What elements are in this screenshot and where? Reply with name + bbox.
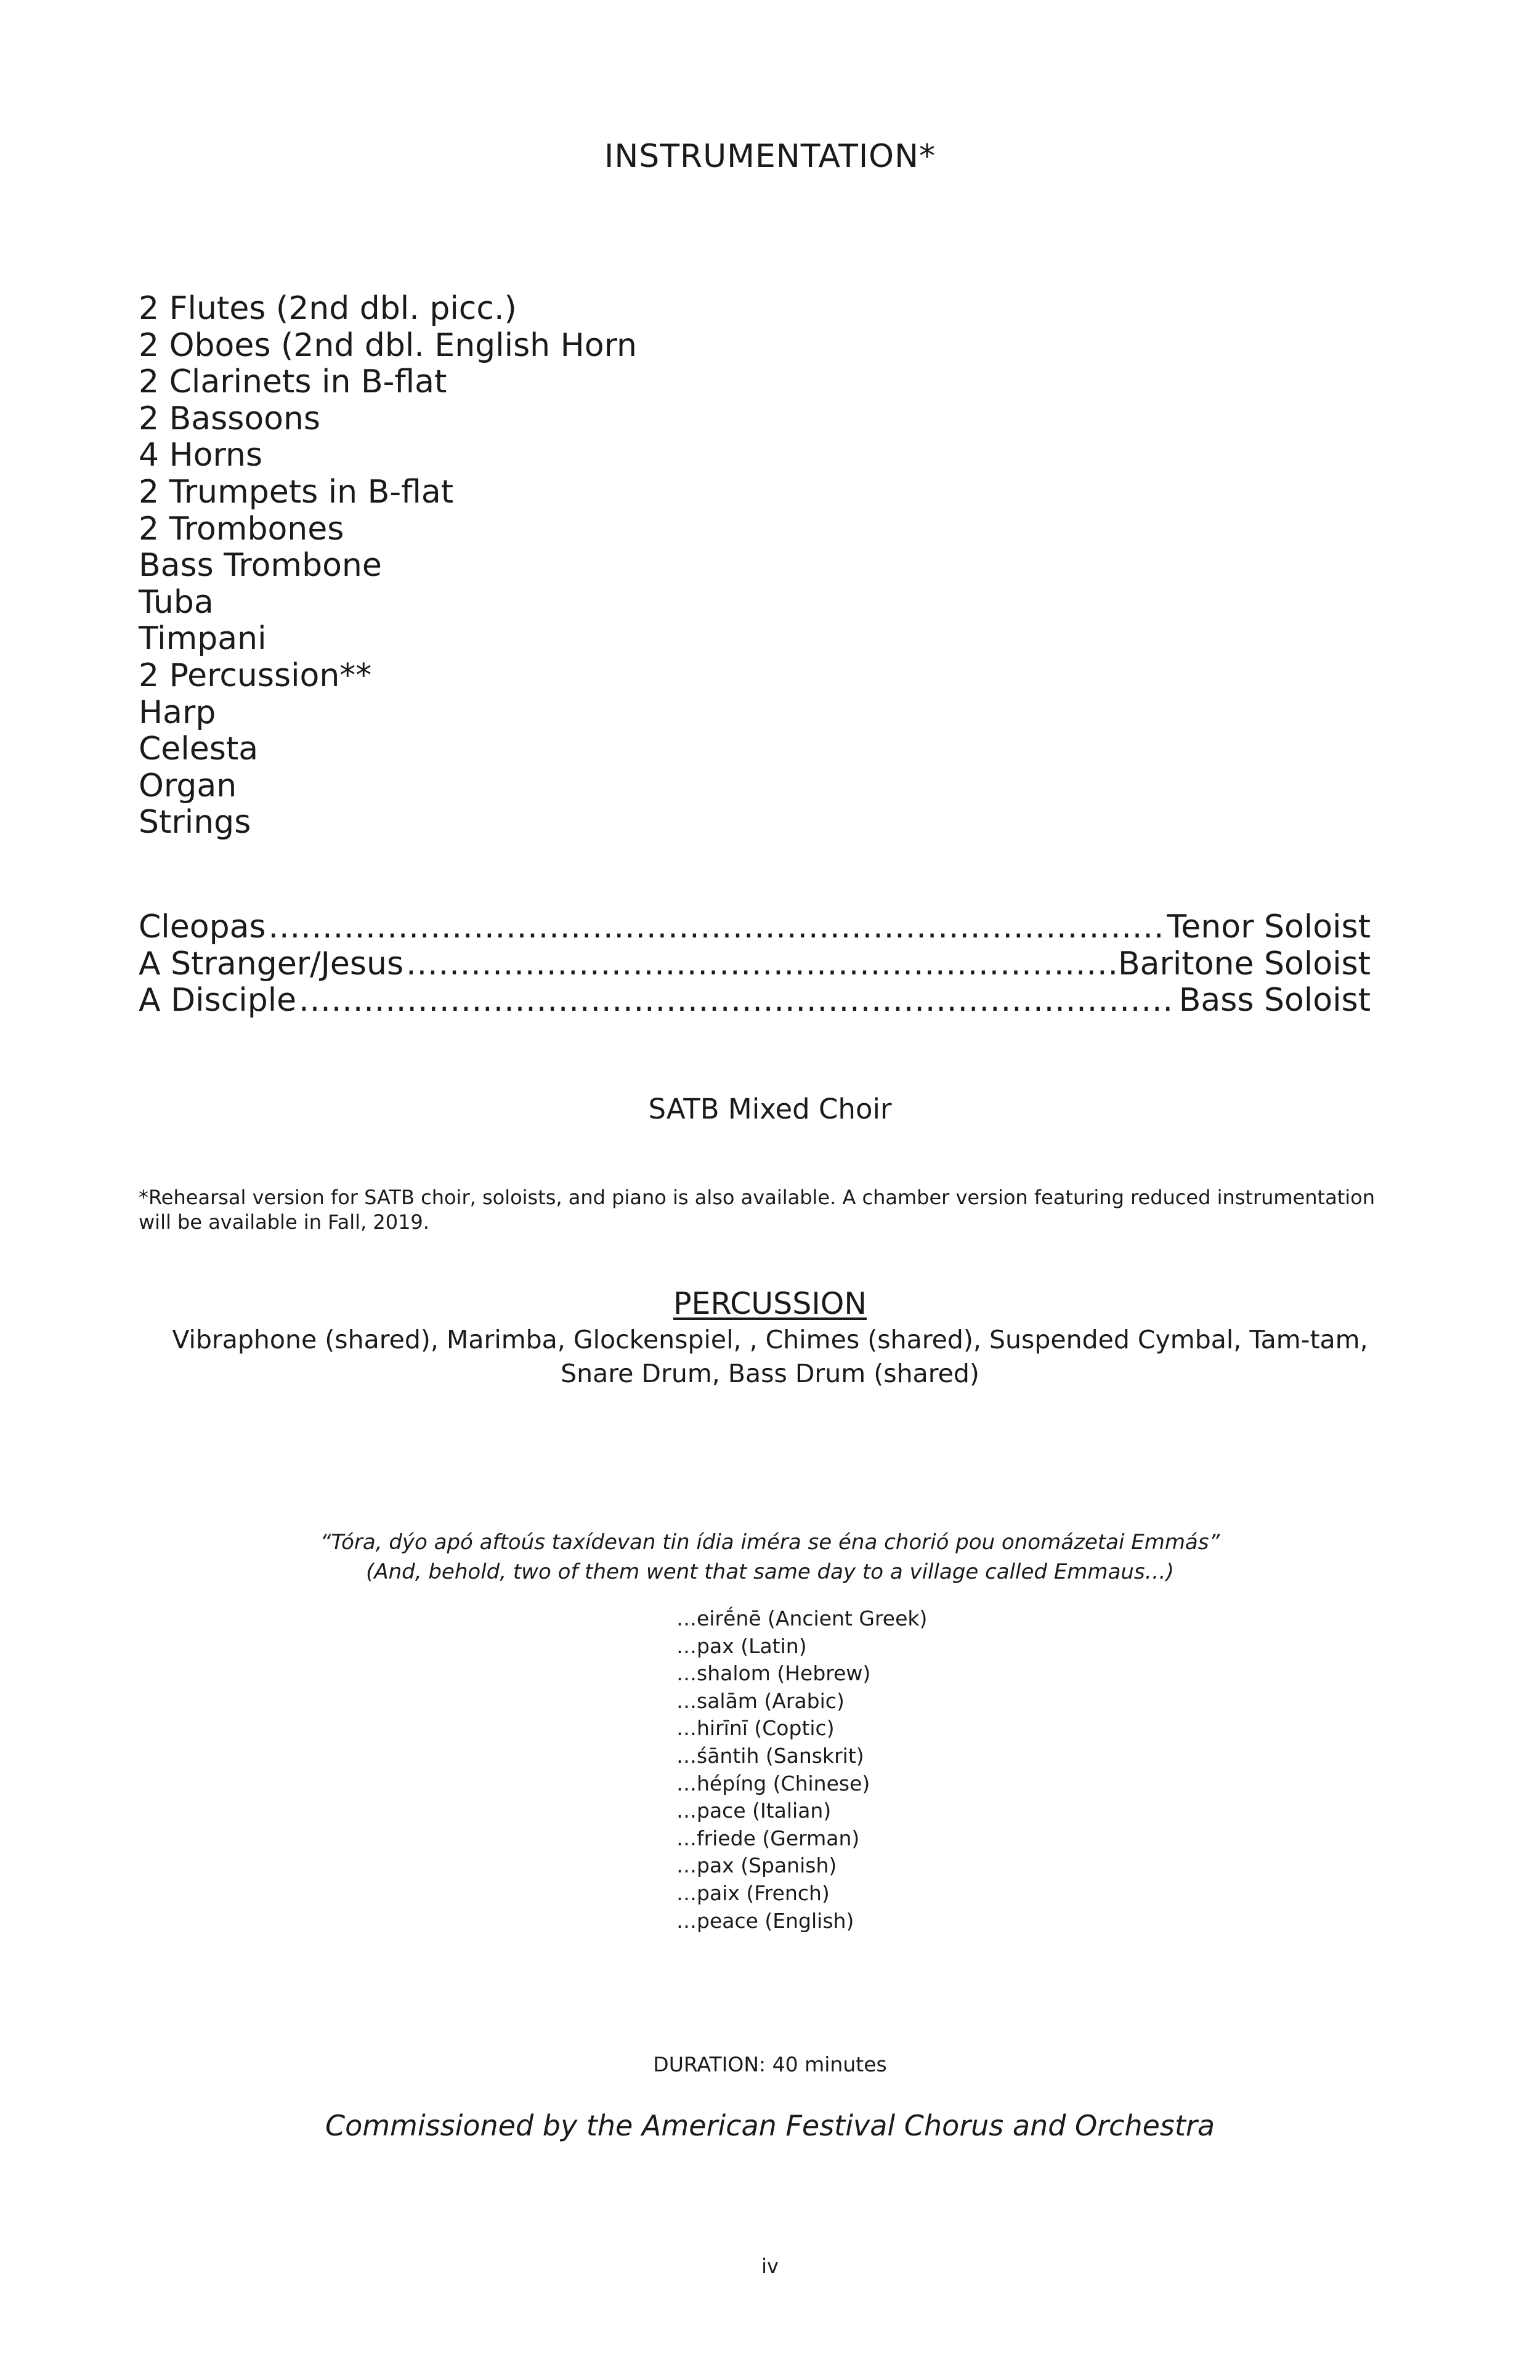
instrument-item: 2 Clarinets in B-flat [139,363,447,401]
dot-leader [299,982,1177,1019]
instrument-item: 2 Trumpets in B-flat [139,473,454,511]
choir-label: SATB Mixed Choir [648,1093,892,1125]
instrument-item: Timpani [139,620,267,658]
percussion-list: Vibraphone (shared), Marimba, Glockenspiel, , Chimes (shared), Suspended Cymbal, Tam-tam, Snare Drum, Bass Drum (shared) [172,1325,1368,1388]
rehearsal-footnote: *Rehearsal version for SATB choir, soloists, and piano is also available. A chamber version featuring reduced instrumentation will be available in Fall, 2019. [139,1186,1375,1234]
role-name: A Disciple [139,982,297,1019]
peace-word: …śāntih (Sanskrit) [676,1743,864,1768]
instrument-item: 2 Flutes (2nd dbl. picc.) [139,290,517,327]
role-voice: Tenor Soloist [1167,909,1371,945]
role-row-stranger [139,946,1371,983]
peace-word: …peace (English) [676,1908,854,1933]
page-title: INSTRUMENTATION* [604,138,936,175]
instrument-item: 2 Trombones [139,510,344,548]
instrument-item: Harp [139,694,216,731]
instrument-item: Tuba [139,583,214,621]
peace-word: …shalom (Hebrew) [676,1661,871,1686]
peace-word: …salām (Arabic) [676,1688,845,1713]
duration-label: DURATION: 40 minutes [653,2052,887,2076]
page-number: iv [761,2254,779,2278]
instrument-item: 4 Horns [139,437,263,474]
instrument-item: 2 Bassoons [139,400,321,437]
scripture-quote [0,1528,1540,1587]
instrument-list [139,291,637,841]
soloist-roles [139,909,1371,1019]
instrument-item: 2 Oboes (2nd dbl. English Horn [139,326,637,364]
role-voice: Baritone Soloist [1117,945,1371,982]
role-row-cleopas [139,909,1371,946]
instrument-item: 2 Percussion** [139,657,372,694]
instrument-item: Bass Trombone [139,547,382,585]
role-voice: Bass Soloist [1178,982,1371,1019]
peace-word: …pace (Italian) [676,1799,832,1823]
dot-leader [406,946,1116,983]
peace-word: …eirḗnē (Ancient Greek) [676,1606,928,1630]
role-name: Cleopas [139,909,266,945]
peace-word: …hirīnī (Coptic) [676,1716,835,1741]
peace-word: …friede (German) [676,1826,860,1850]
peace-word-list [676,1605,927,1935]
percussion-heading: PERCUSSION [673,1286,867,1321]
role-row-disciple [139,982,1371,1019]
quote-greek: “Tóra, dýo apó aftoús taxídevan tin ídia iméra se éna chorió pou onomázetai Emmás” [320,1530,1220,1555]
instrument-item: Organ [139,767,237,804]
instrument-item: Strings [139,804,251,841]
peace-word: …pax (Spanish) [676,1853,837,1878]
dot-leader [269,909,1165,946]
peace-word: …hépíng (Chinese) [676,1771,870,1795]
peace-word: …paix (French) [676,1880,830,1905]
quote-english: (And, behold, two of them went that same day to a village called Emmaus…) [366,1560,1174,1584]
role-name: A Stranger/Jesus [139,945,404,982]
commission-credit: Commissioned by the American Festival Chorus and Orchestra [325,2109,1215,2142]
peace-word: …pax (Latin) [676,1633,807,1658]
instrument-item: Celesta [139,731,259,768]
